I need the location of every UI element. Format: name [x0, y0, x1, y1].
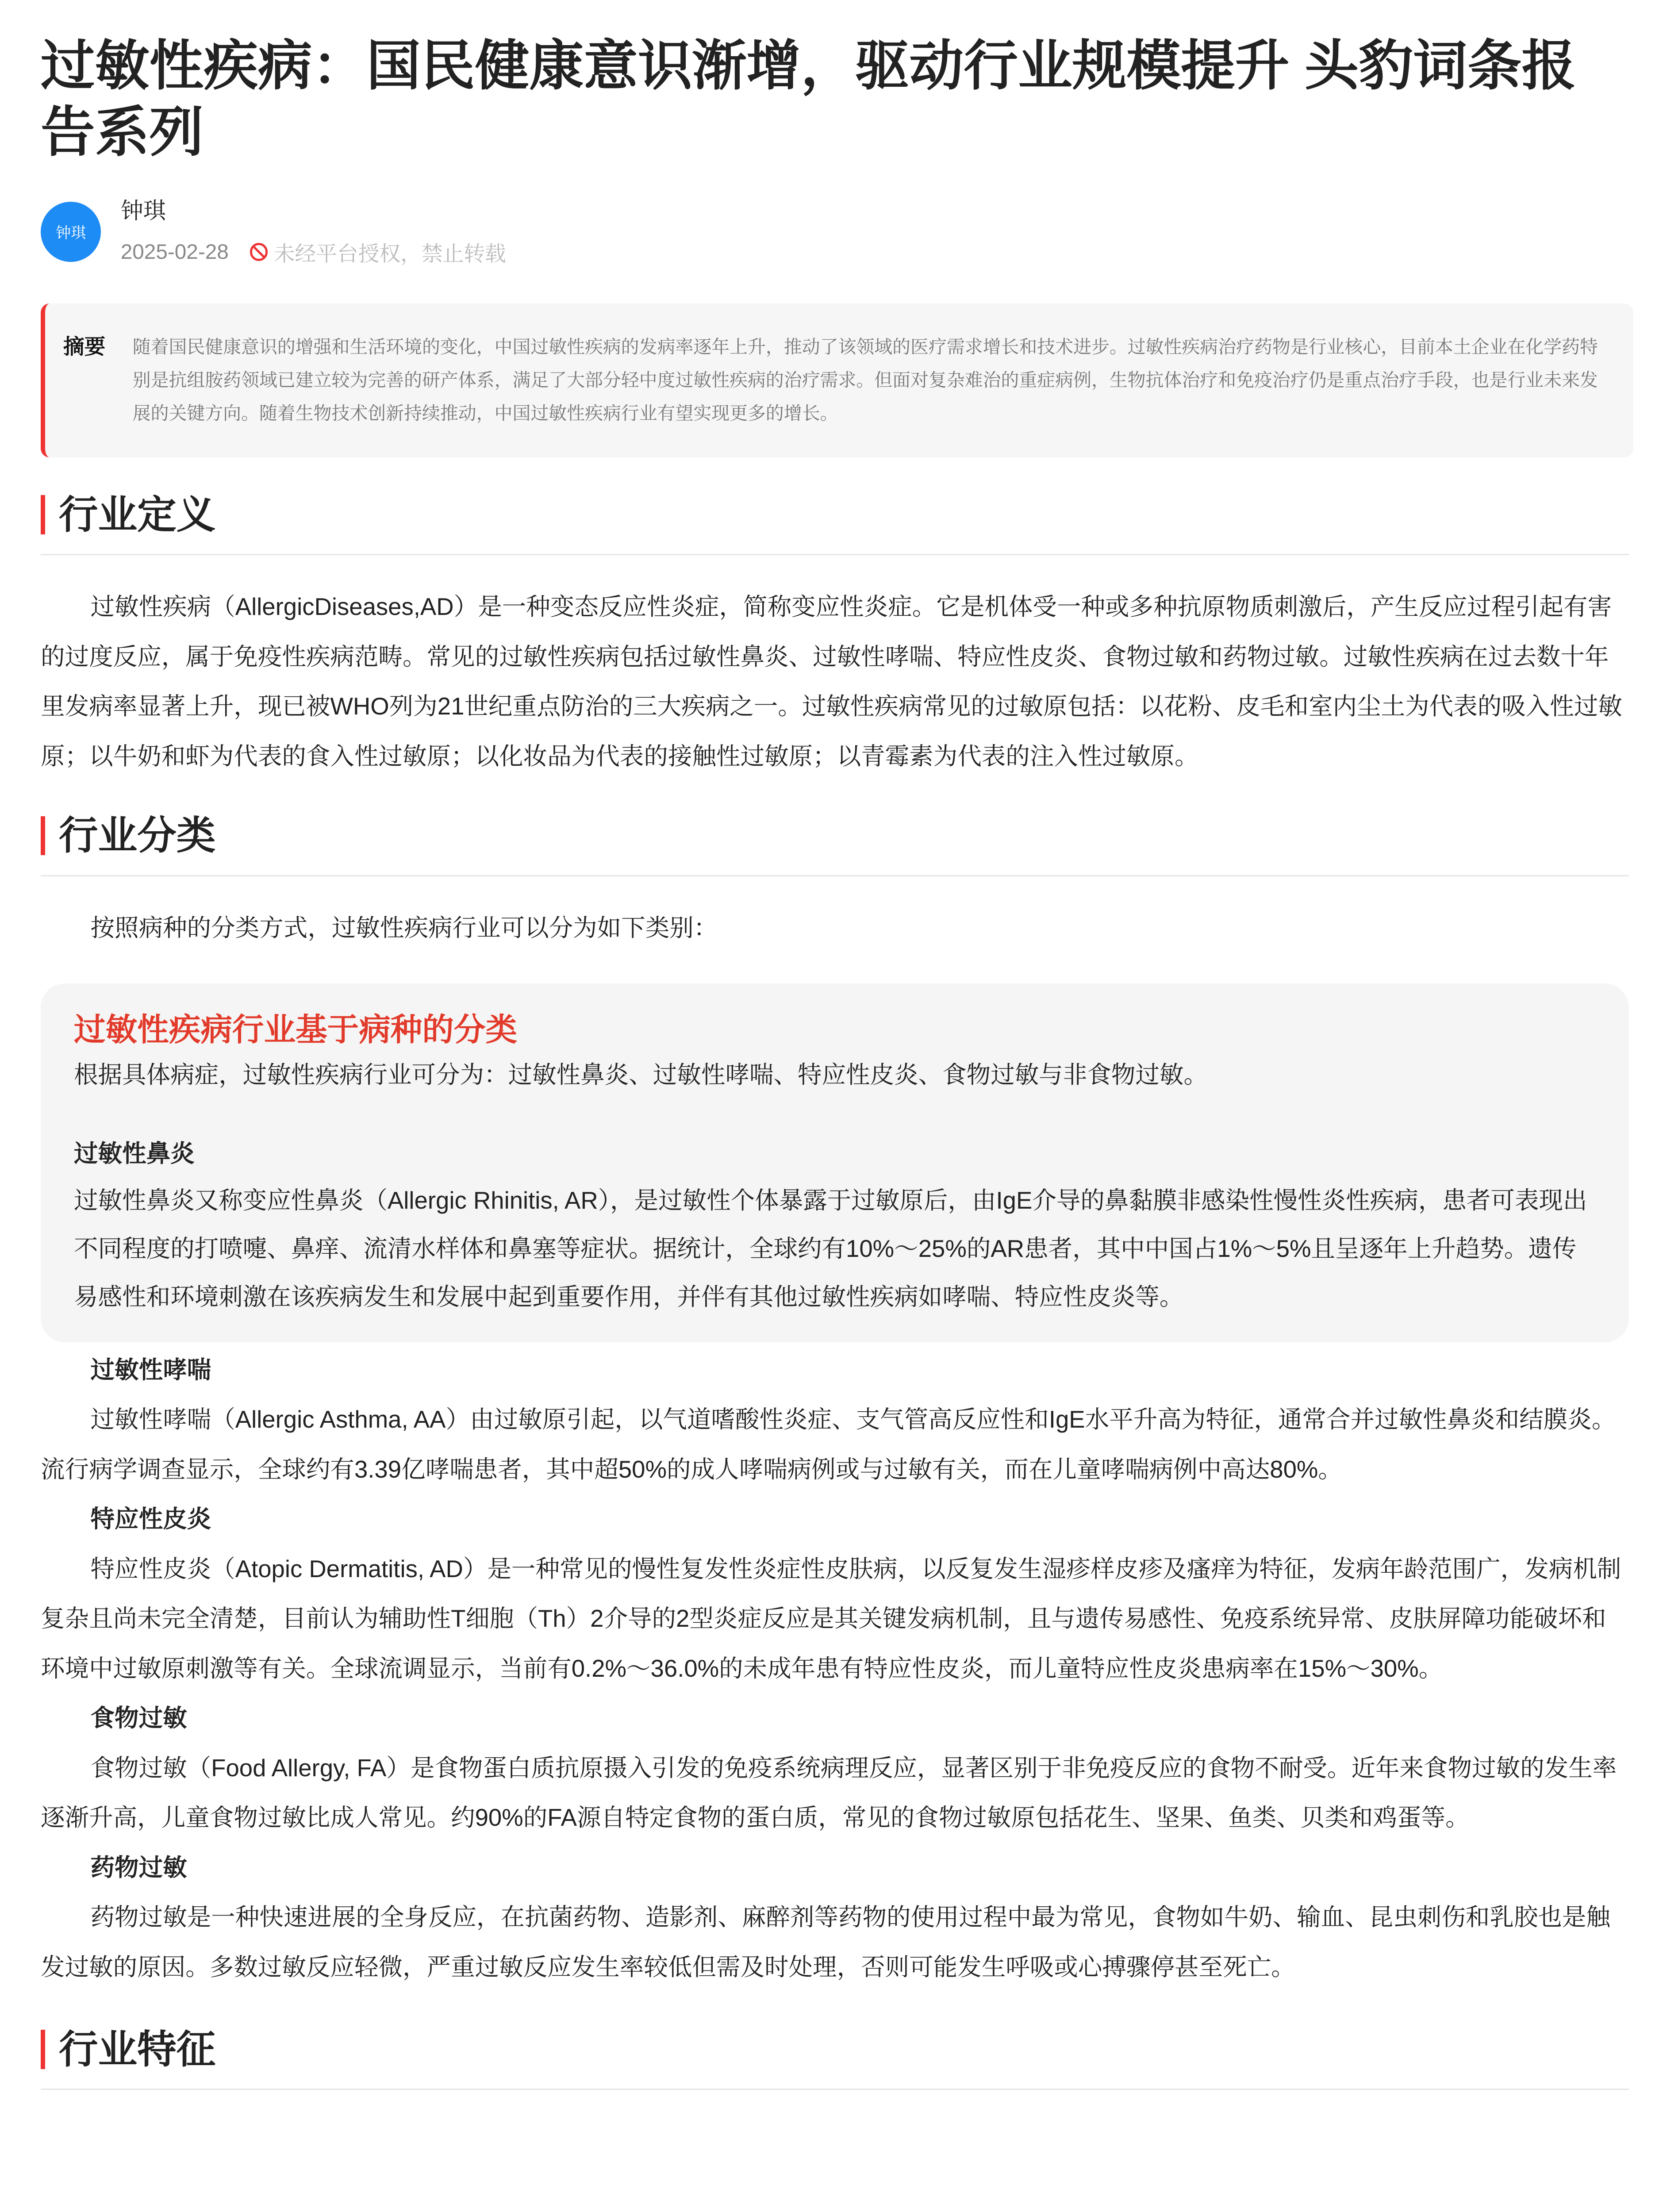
copyright-notice [250, 237, 506, 267]
paragraph-drug-allergy: 药物过敏是一种快速进展的全身反应，在抗菌药物、造影剂、麻醉剂等药物的使用过程中最为常见，食物如牛奶、输血、昆虫刺伤和乳胶也是触发过敏的原因。多数过敏反应轻微，严重过敏反应发生率较低但需及时处理，否则可能发生呼吸或心搏骤停甚至死亡。 [41, 1904, 1610, 1981]
heading-text: 行业特征 [58, 2028, 216, 2072]
card-title: 过敏性疾病行业基于病种的分类 [74, 1012, 518, 1048]
classification-intro: 按照病种的分类方式，过敏性疾病行业可以分为如下类别： [90, 914, 718, 941]
summary-text: 随着国民健康意识的增强和生活环境的变化，中国过敏性疾病的发病率逐年上升，推动了该领域的医疗需求增长和技术进步。过敏性疾病治疗药物是行业核心，目前本土企业在化学药特别是抗组胺药领域已建立较为完善的研产体系，满足了大部分轻中度过敏性疾病的治疗需求。但面对复杂难治的重症病例，生物抗体治疗和免疫治疗仍是重点治疗手段，也是行业未来发展的关键方向。随着生物技术创新持续推动，中国过敏性疾病行业有望实现更多的增长。 [132, 337, 1598, 424]
summary-box [41, 303, 1633, 457]
heading-accent-bar [41, 495, 45, 534]
definition-paragraph: 过敏性疾病（AllergicDiseases,AD）是一种变态反应性炎症，简称变应性炎症。它是机体受一种或多种抗原物质刺激后，产生反应过程引起有害的过度反应，属于免疫性疾病范畴。常见的过敏性疾病包括过敏性鼻炎、过敏性哮喘、特应性皮炎、食物过敏和药物过敏。过敏性疾病在过去数十年里发病率显著上升，现已被WHO列为21世纪重点防治的三大疾病之一。过敏性疾病常见的过敏原包括：以花粉、皮毛和室内尘土为代表的吸入性过敏原；以牛奶和虾为代表的食入性过敏原；以化妆品为代表的接触性过敏原；以青霉素为代表的注入性过敏原。 [41, 593, 1622, 770]
section-heading-definition [41, 491, 1629, 555]
heading-accent-bar [41, 2030, 45, 2069]
subheading-asthma: 过敏性哮喘 [90, 1356, 211, 1383]
card-paragraph: 过敏性鼻炎又称变应性鼻炎（Allergic Rhinitis, AR），是过敏性个体暴露于过敏原后，由IgE介导的鼻黏膜非感染性慢性炎性疾病，患者可表现出不同程度的打喷嚏、鼻痒、流清水样体和鼻塞等症状。据统计，全球约有10%～25%的AR患者，其中中国占1%～5%且呈逐年上升趋势。遗传易感性和环境刺激在该疾病发生和发展中起到重要作用，并伴有其他过敏性疾病如哮喘、特应性皮炎等。 [74, 1187, 1587, 1311]
paragraph-asthma: 过敏性哮喘（Allergic Asthma, AA）由过敏原引起，以气道嗜酸性炎症、支气管高反应性和IgE水平升高为特征，通常合并过敏性鼻炎和结膜炎。流行病学调查显示，全球约有3.39亿哮喘患者，其中超50%的成人哮喘病例或与过敏有关，而在儿童哮喘病例中高达80%。 [41, 1406, 1616, 1483]
section-heading-classification [41, 811, 1629, 876]
paragraph-food-allergy: 食物过敏（Food Allergy, FA）是食物蛋白质抗原摄入引发的免疫系统病理反应，显著区别于非免疫反应的食物不耐受。近年来食物过敏的发生率逐渐升高，儿童食物过敏比成人常见。约90%的FA源自特定食物的蛋白质，常见的食物过敏原包括花生、坚果、鱼类、贝类和鸡蛋等。 [41, 1754, 1617, 1832]
paragraph-atopic-dermatitis: 特应性皮炎（Atopic Dermatitis, AD）是一种常见的慢性复发性炎症性皮肤病，以反复发生湿疹样皮疹及瘙痒为特征，发病年龄范围广，发病机制复杂且尚未完全清楚，目前认为辅助性T细胞（Th）2介导的2型炎症反应是其关键发病机制，且与遗传易感性、免疫系统异常、皮肤屏障功能破坏和环境中过敏原刺激等有关。全球流调显示，当前有0.2%～36.0%的未成年患有特应性皮炎，而儿童特应性皮炎患病率在15%～30%。 [41, 1555, 1621, 1682]
author-meta [41, 196, 1629, 267]
section-heading-features [41, 2025, 1629, 2090]
article-title: 过敏性疾病：国民健康意识渐增，驱动行业规模提升 头豹词条报告系列 [41, 35, 1576, 163]
subheading-food-allergy: 食物过敏 [90, 1705, 187, 1732]
publish-date: 2025-02-28 [120, 240, 229, 264]
avatar[interactable]: 钟琪 [41, 202, 101, 262]
copyright-notice-text: 未经平台授权，禁止转载 [273, 242, 506, 266]
author-name[interactable]: 钟琪 [120, 198, 166, 224]
card-subheading: 过敏性鼻炎 [74, 1140, 195, 1167]
card-description: 根据具体病症，过敏性疾病行业可分为：过敏性鼻炎、过敏性哮喘、特应性皮炎、食物过敏与非食物过敏。 [74, 1061, 1208, 1089]
heading-text: 行业定义 [58, 492, 216, 537]
heading-text: 行业分类 [58, 814, 216, 858]
subheading-drug-allergy: 药物过敏 [90, 1854, 187, 1881]
subheading-atopic-dermatitis: 特应性皮炎 [90, 1505, 211, 1533]
heading-accent-bar [41, 816, 45, 856]
prohibited-icon [250, 243, 268, 261]
classification-card [41, 983, 1629, 1342]
summary-label: 摘要 [63, 335, 106, 359]
